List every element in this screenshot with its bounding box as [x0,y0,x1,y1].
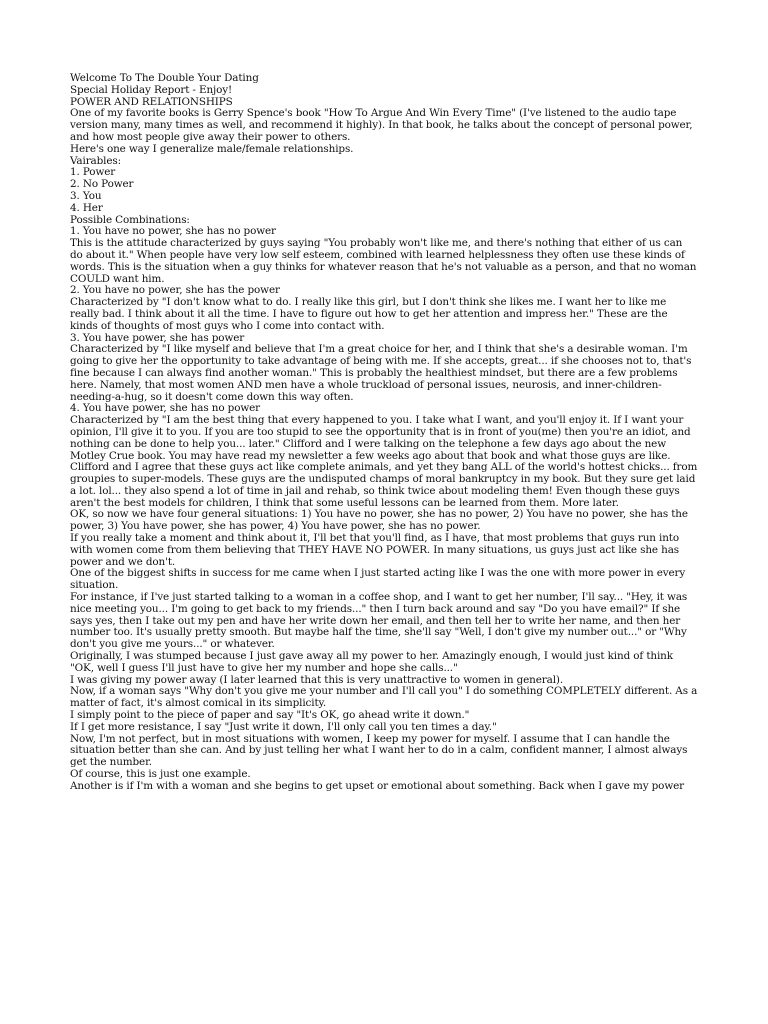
paragraph: Characterized by "I don't know what to do. I really like this girl, but I don't think she likes me. I want her to like me really bad. I think about it all the time. I have to figure out how to get her attention and impress her." These are the kinds of thoughts of most guys who I come into contact with. [70,296,668,332]
paragraph: Now, I'm not perfect, but in most situations with women, I keep my power for myself. I assume that I can handle the situation better than she can. And by just telling her what I want her to do in a calm, confident manner, I almost always get the number. [70,732,688,769]
combination-heading: 1. You have no power, she has no power [70,225,276,238]
section-title: POWER AND RELATIONSHIPS [70,95,233,108]
list-item: 1. Power [70,166,116,179]
paragraph: Now, if a woman says "Why don't you give me your number and I'll call you" I do something COMPLETELY different. As a matter of fact, it's almost comical in its simplicity. [70,685,698,710]
paragraph: If you really take a moment and think about it, I'll bet that you'll find, as I have, that most problems that guys run into with women come from them believing that THEY HAVE NO POWER. In many situations, us guys just act like she has power and we don't. [70,532,679,568]
paragraph: One of my favorite books is Gerry Spence's book "How To Argue And Win Every Time" (I've listened to the audio tape version many, many times as well, and recommend it highly). In that book, he talks about the concept of personal power, and how most people give away their power to others. [70,107,693,143]
combination-heading: 4. You have power, she has no power [70,402,260,415]
list-item: 2. No Power [70,178,134,191]
paragraph: Here's one way I generalize male/female relationships. [70,142,354,155]
combination-heading: 2. You have no power, she has the power [70,284,280,297]
paragraph: I simply point to the piece of paper and say "It's OK, go ahead write it down." [70,709,470,722]
paragraph: For instance, if I've just started talking to a woman in a coffee shop, and I want to get her number, I'll say... "Hey, it was nice meeting you... I'm going to get back to my friends..." then I turn back around and say "Do you have email?" If she says yes, then I take out my pen and have her write down her email, and then tell her to write her name, and then her number too. It's usually pretty smooth. But maybe half the time, she'll say "Well, I don't give my number out..." or "Why don't you give me yours..." or whatever. [70,591,688,651]
paragraph: I was giving my power away (I later learned that this is very unattractive to women in general). [70,673,564,686]
paragraph: Characterized by "I am the best thing that every happened to you. I take what I want, and you'll enjoy it. If I want your opinion, I'll give it to you. If you are too stupid to see the opportunity that is in front of you(me) then you're an idiot, and nothing can be done to help you... later." Clifford and I were talking on the telephone a few days ago about the new Motley Crue book. You may have read my newsletter a few weeks ago about that book and what those guys are like. Clifford and I agree that these guys act like complete animals, and yet they bang ALL of the world's hottest chicks... from groupies to super-models. These guys are the undisputed champs of moral bankruptcy in my book. But they sure get laid a lot. lol... they also spend a lot of time in jail and rehab, so think twice about modeling them! Even though these guys aren't the best models for children, I think that some useful lessons can be learned from them. More later. [70,414,698,509]
combinations-heading: Possible Combinations: [70,213,190,226]
document-page [70,73,698,793]
list-item: 4. Her [70,201,103,214]
paragraph: This is the attitude characterized by guys saying "You probably won't like me, and there's nothing that either of us can do about it." When people have very low self esteem, combined with learned helplessness they often use these kinds of words. This is the situation when a guy thinks for whatever reason that he's not valuable as a person, and that no woman COULD want him. [70,237,697,285]
paragraph: If I get more resistance, I say "Just write it down, I'll only call you ten times a day." [70,720,497,733]
paragraph: OK, so now we have four general situations: 1) You have no power, she has no power, 2) You have no power, she has the power, 3) You have power, she has power, 4) You have power, she has no power. [70,508,688,533]
list-item: 3. You [70,189,102,202]
combination-heading: 3. You have power, she has power [70,331,245,344]
paragraph: Of course, this is just one example. [70,768,251,781]
variables-heading: Vairables: [70,154,121,167]
paragraph: One of the biggest shifts in success for me came when I just started acting like I was the one with more power in every situation. [70,567,686,592]
paragraph: Another is if I'm with a woman and she begins to get upset or emotional about something. Back when I gave my power [70,779,684,792]
paragraph: Characterized by "I like myself and believe that I'm a great choice for her, and I think that she's a desirable woman. I'm going to give her the opportunity to take advantage of being with me. If she accepts, great... if she chooses not to, that's fine because I can always find another woman." This is probably the healthiest mindset, but there are a few problems here. Namely, that most women AND men have a whole truckload of personal issues, neurosis, and inner-children-needing-a-hug, so it doesn't come down this way often. [70,343,692,403]
header-line-2: Special Holiday Report - Enjoy! [70,83,233,96]
header-line-1: Welcome To The Double Your Dating [70,72,259,84]
paragraph: Originally, I was stumped because I just gave away all my power to her. Amazingly enough, I would just kind of think "OK, well I guess I'll just have to give her my number and hope she calls..." [70,650,673,674]
